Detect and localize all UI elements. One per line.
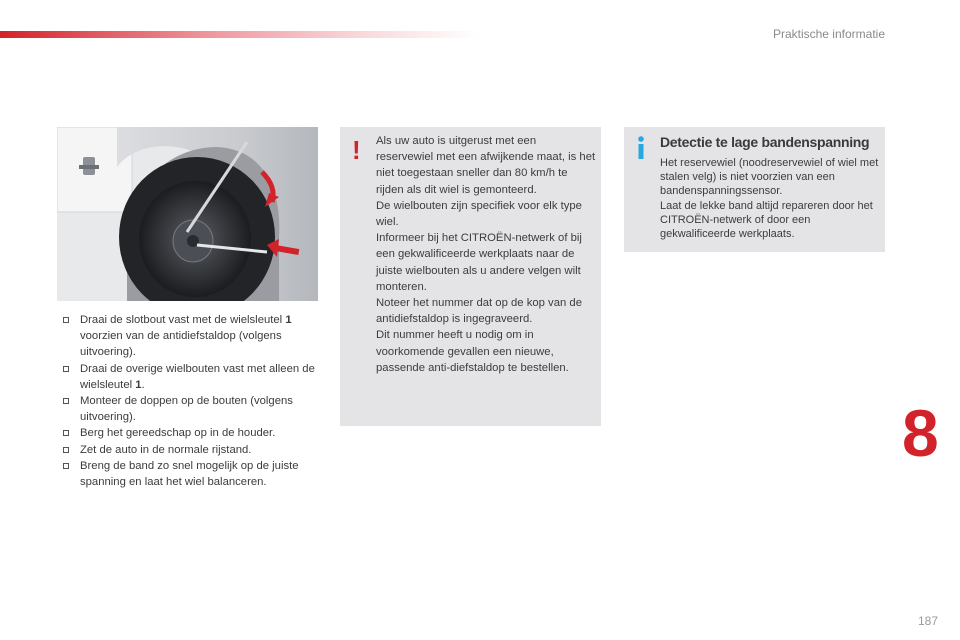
info-title: Detectie te lage bandenspanning: [660, 134, 870, 150]
checkbox-bullet-icon: [63, 430, 69, 436]
list-item: Breng de band zo snel mogelijk op de juiste spanning en laat het wiel balanceren.: [63, 458, 325, 490]
warning-text: [376, 133, 596, 376]
checkbox-bullet-icon: [63, 317, 69, 323]
wheel-illustration: [57, 127, 318, 301]
warning-exclamation-icon: !: [352, 135, 361, 165]
info-text: [660, 156, 882, 241]
wheel-photo: [57, 127, 318, 301]
warning-paragraph: Informeer bij het CITROËN-netwerk of bij een gekwalificeerde werkplaats naar de juiste wielbouten als u andere velgen wilt monteren.: [376, 232, 582, 293]
page-number: 187: [917, 614, 938, 628]
warning-paragraph: Als uw auto is uitgerust met een reservewiel met een afwijkende maat, is het niet toegestaan sneller dan 80 km/h te rijden als dit wiel is gemonteerd.: [376, 135, 596, 196]
list-item: Monteer de doppen op de bouten (volgens uitvoering).: [63, 393, 325, 425]
list-item: Zet de auto in de normale rijstand.: [63, 442, 325, 458]
checkbox-bullet-icon: [63, 447, 69, 453]
list-item: Berg het gereedschap op in de houder.: [63, 425, 325, 441]
warning-paragraph: Noteer het nummer dat op de kop van de antidiefstaldop is ingegraveerd.: [376, 297, 582, 326]
instruction-list: [63, 312, 325, 490]
warning-paragraph: De wielbouten zijn specifiek voor elk type wiel.: [376, 199, 582, 229]
checkbox-bullet-icon: [63, 398, 69, 404]
list-item: Draai de overige wielbouten vast met alleen de wielsleutel 1.: [63, 361, 325, 393]
top-accent-bar: [0, 31, 480, 38]
section-title: Praktische informatie: [772, 27, 885, 41]
warning-box: [340, 127, 601, 426]
chapter-number: 8: [902, 396, 939, 470]
checkbox-bullet-icon: [63, 366, 69, 372]
checkbox-bullet-icon: [63, 463, 69, 469]
info-paragraph: Het reservewiel (noodreservewiel of wiel met stalen velg) is niet voorzien van een bandenspanningssensor.: [660, 157, 879, 198]
info-box: [624, 127, 885, 252]
info-paragraph: Laat de lekke band altijd repareren door het CITROËN-netwerk of door een gekwalificeerde werkplaats.: [660, 199, 873, 241]
warning-paragraph: Dit nummer heeft u nodig om in voorkomende gevallen een nieuwe, passende anti-diefstaldop te bestellen.: [376, 329, 569, 374]
list-item: Draai de slotbout vast met de wielsleutel 1 voorzien van de antidiefstaldop (volgens uitvoering).: [63, 312, 325, 361]
info-icon: [636, 136, 646, 160]
